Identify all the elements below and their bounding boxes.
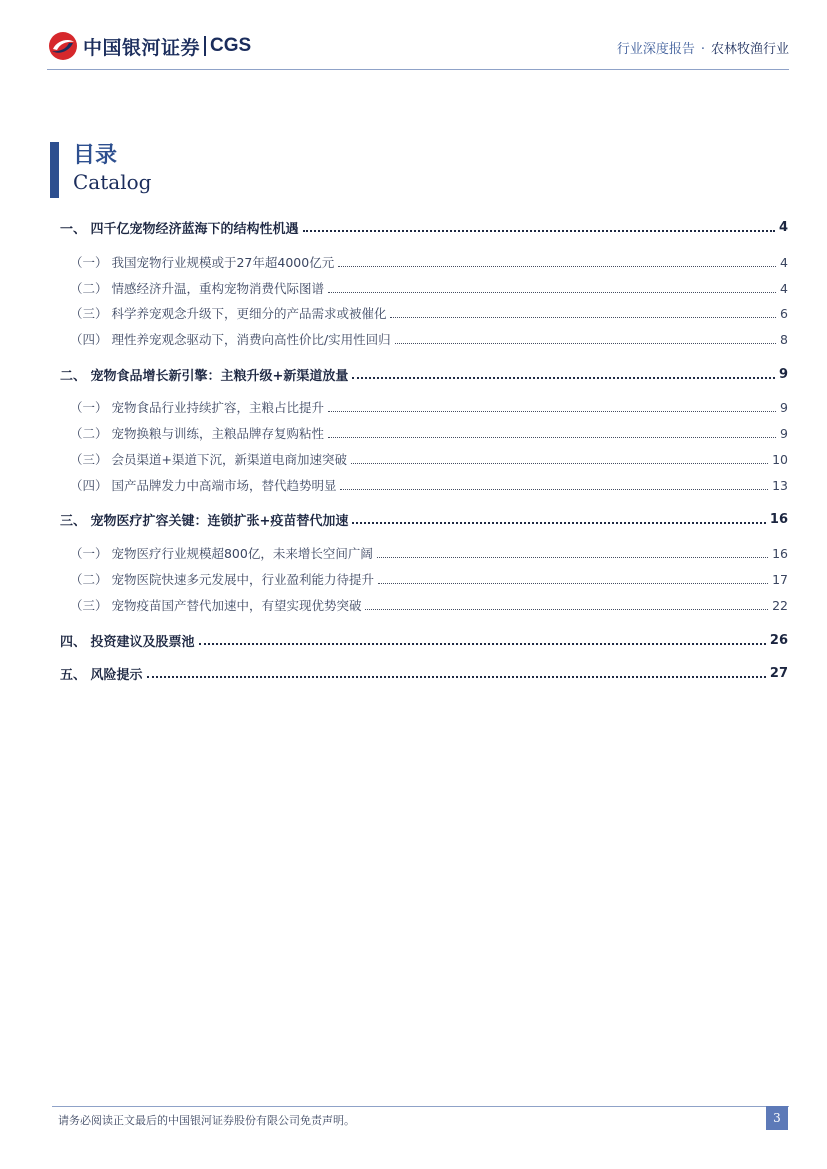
toc-page-number: 4 xyxy=(778,219,788,235)
toc-entry[interactable] xyxy=(50,277,788,299)
toc-entry[interactable] xyxy=(50,594,788,616)
toc-leader-dots xyxy=(390,317,776,318)
toc-page-number: 22 xyxy=(772,597,788,613)
cgs-logo-icon xyxy=(47,30,79,62)
report-type: 行业深度报告 xyxy=(616,42,695,57)
toc-page-number: 16 xyxy=(769,511,788,527)
footer-divider xyxy=(52,1106,789,1107)
toc-entry[interactable] xyxy=(50,568,788,590)
toc-entry[interactable] xyxy=(50,662,788,684)
toc-leader-dots xyxy=(395,343,776,344)
catalog-title-zh: 目录 xyxy=(73,142,118,168)
toc-entry[interactable] xyxy=(50,302,788,324)
toc-entry-title: （四） 国产品牌发力中高端市场，替代趋势明显 xyxy=(70,478,337,493)
toc-leader-dots xyxy=(338,266,776,267)
toc-entry[interactable] xyxy=(50,542,788,564)
toc-page-number: 9 xyxy=(778,366,788,382)
toc-entry-title: （三） 宠物疫苗国产替代加速中，有望实现优势突破 xyxy=(70,598,362,613)
toc-leader-dots xyxy=(378,583,768,584)
toc-entry-title: 一、 四千亿宠物经济蓝海下的结构性机遇 xyxy=(60,221,299,237)
toc-page-number: 4 xyxy=(780,280,788,296)
toc-entry[interactable] xyxy=(50,629,788,651)
header-separator: · xyxy=(700,42,705,57)
brand-name: 中国银河证券 xyxy=(83,36,201,59)
toc-page-number: 26 xyxy=(769,632,788,648)
toc-entry[interactable] xyxy=(50,422,788,444)
brand-logo xyxy=(47,30,251,62)
page-number-badge: 3 xyxy=(766,1106,788,1130)
toc-leader-dots xyxy=(303,230,775,232)
toc-leader-dots xyxy=(365,609,768,610)
toc-leader-dots xyxy=(340,489,768,490)
toc-leader-dots xyxy=(328,411,776,412)
toc-entry-title: （二） 宠物医院快速多元发展中，行业盈利能力待提升 xyxy=(70,572,374,587)
toc-entry[interactable] xyxy=(50,396,788,418)
page-header xyxy=(0,0,827,70)
brand-abbreviation: CGS xyxy=(210,35,252,56)
toc-leader-dots xyxy=(351,463,768,464)
report-category xyxy=(617,38,789,57)
toc-page-number: 4 xyxy=(780,254,788,270)
toc-entry-title: 三、 宠物医疗扩容关键：连锁扩张+疫苗替代加速 xyxy=(60,513,349,529)
toc-entry-title: （二） 宠物换粮与训练，主粮品牌存复购粘性 xyxy=(70,426,324,441)
catalog-title-en: Catalog xyxy=(73,170,152,194)
toc-entry[interactable] xyxy=(50,508,788,530)
toc-entry-title: （一） 我国宠物行业规模或于27年超4000亿元 xyxy=(70,255,335,270)
logo-divider xyxy=(204,36,206,56)
toc-entry-title: （一） 宠物医疗行业规模超800亿，未来增长空间广阔 xyxy=(70,546,373,561)
toc-page-number: 27 xyxy=(769,665,788,681)
toc-leader-dots xyxy=(328,292,776,293)
toc-leader-dots xyxy=(352,377,775,379)
toc-page-number: 13 xyxy=(772,477,788,493)
toc-entry-title: 二、 宠物食品增长新引擎：主粮升级+新渠道放量 xyxy=(60,368,349,384)
industry-name: 农林牧渔行业 xyxy=(710,42,789,57)
toc-entry[interactable] xyxy=(50,216,788,238)
toc-leader-dots xyxy=(377,557,768,558)
toc-page-number: 10 xyxy=(772,451,788,467)
toc-entry[interactable] xyxy=(50,328,788,350)
toc-entry-title: （四） 理性养宠观念驱动下，消费向高性价比/实用性回归 xyxy=(70,332,391,347)
toc-leader-dots xyxy=(147,676,766,678)
toc-entry-title: （一） 宠物食品行业持续扩容，主粮占比提升 xyxy=(70,400,324,415)
toc-page-number: 16 xyxy=(772,545,788,561)
toc-entry[interactable] xyxy=(50,363,788,385)
toc-leader-dots xyxy=(328,437,776,438)
toc-entry[interactable] xyxy=(50,251,788,273)
toc-entry-title: （三） 会员渠道+渠道下沉，新渠道电商加速突破 xyxy=(70,452,347,467)
toc-entry[interactable] xyxy=(50,448,788,470)
toc-entry-title: （二） 情感经济升温，重构宠物消费代际图谱 xyxy=(70,281,324,296)
toc-entry[interactable] xyxy=(50,474,788,496)
footer-disclaimer: 请务必阅读正文最后的中国银河证券股份有限公司免责声明。 xyxy=(58,1114,355,1127)
toc-entry-title: 四、 投资建议及股票池 xyxy=(60,634,195,650)
toc-page-number: 17 xyxy=(772,571,788,587)
catalog-accent-bar xyxy=(50,142,59,198)
toc-entry-title: （三） 科学养宠观念升级下，更细分的产品需求或被催化 xyxy=(70,306,387,321)
toc-leader-dots xyxy=(352,522,765,524)
toc-page-number: 6 xyxy=(780,305,788,321)
toc-page-number: 9 xyxy=(780,399,788,415)
toc-page-number: 9 xyxy=(780,425,788,441)
toc-leader-dots xyxy=(199,643,766,645)
toc-entry-title: 五、 风险提示 xyxy=(60,667,143,683)
header-divider xyxy=(47,69,789,70)
toc-page-number: 8 xyxy=(780,331,788,347)
